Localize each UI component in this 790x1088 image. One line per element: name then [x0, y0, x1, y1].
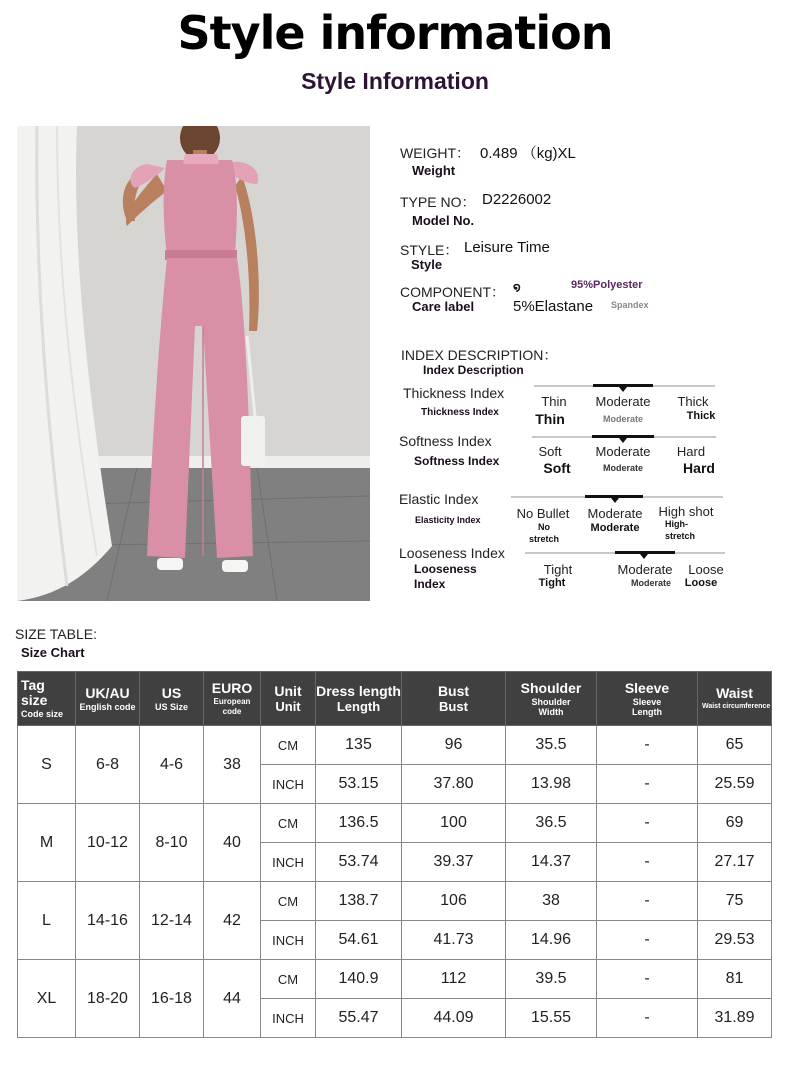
sleeve-cell: - — [597, 765, 698, 804]
length-cell: 138.7 — [316, 882, 402, 921]
size-table — [17, 671, 772, 1038]
thickness-level-1-cn: Thin — [535, 411, 565, 427]
sleeve-cell: - — [597, 804, 698, 843]
elastic-level-3-cn: High-stretch — [665, 519, 696, 541]
elastic-level-2: Moderate — [587, 506, 643, 521]
shoulder-cell: 36.5 — [506, 804, 597, 843]
shoulder-cell: 15.55 — [506, 999, 597, 1038]
softness-level-1-cn: Soft — [543, 460, 571, 476]
table-row — [18, 960, 772, 999]
sleeve-cell: - — [597, 843, 698, 882]
sleeve-cell: - — [597, 726, 698, 765]
component-value-2: 5%Elastane — [513, 298, 594, 315]
elastic-pointer-icon — [611, 498, 619, 503]
euro-size-cell: 40 — [204, 804, 261, 882]
size-table-label: SIZE TABLE: — [15, 626, 97, 642]
unit-cm-cell: CM — [261, 804, 316, 843]
style-cn: Style — [411, 257, 443, 272]
size-table-header — [18, 672, 772, 726]
index-title-cn: Index Description — [423, 363, 524, 377]
type-label: TYPE NO： — [400, 194, 476, 210]
unit-cm-cell: CM — [261, 882, 316, 921]
us-size-cell: 12-14 — [140, 882, 204, 960]
softness-level-2: Moderate — [595, 444, 651, 459]
bust-cell: 96 — [402, 726, 506, 765]
table-row — [18, 804, 772, 843]
type-value: D2226002 — [482, 191, 552, 208]
type-cn: Model No. — [412, 213, 475, 228]
waist-cell: 27.17 — [698, 843, 772, 882]
thickness-level-3: Thick — [677, 394, 709, 409]
uk-size-cell: 14-16 — [76, 882, 140, 960]
waist-cell: 81 — [698, 960, 772, 999]
header-sleeve: Sleeve Sleeve Length — [597, 672, 698, 726]
waist-cell: 25.59 — [698, 765, 772, 804]
length-cell: 140.9 — [316, 960, 402, 999]
elastic-label: Elastic Index — [399, 491, 479, 507]
unit-inch-cell: INCH — [261, 765, 316, 804]
sub-title: Style Information — [301, 68, 489, 94]
softness-cn: Softness Index — [414, 454, 500, 468]
length-cell: 53.15 — [316, 765, 402, 804]
bust-cell: 112 — [402, 960, 506, 999]
waist-cell: 65 — [698, 726, 772, 765]
shoulder-cell: 39.5 — [506, 960, 597, 999]
table-row — [18, 882, 772, 921]
product-photo — [17, 126, 370, 601]
weight-value: 0.489 （kg)XL — [480, 145, 576, 162]
thickness-level-3-cn: Thick — [686, 410, 716, 422]
bust-cell: 44.09 — [402, 999, 506, 1038]
size-tag-cell: L — [18, 882, 76, 960]
us-size-cell: 4-6 — [140, 726, 204, 804]
uk-size-cell: 18-20 — [76, 960, 140, 1038]
looseness-level-2: Moderate — [617, 562, 673, 577]
softness-level-3-cn: Hard — [683, 460, 715, 476]
length-cell: 54.61 — [316, 921, 402, 960]
size-chart-cn: Size Chart — [21, 645, 85, 660]
softness-label: Softness Index — [399, 433, 492, 449]
bust-cell: 41.73 — [402, 921, 506, 960]
style-label: STYLE： — [400, 242, 459, 258]
sleeve-cell: - — [597, 921, 698, 960]
bust-cell: 39.37 — [402, 843, 506, 882]
euro-size-cell: 42 — [204, 882, 261, 960]
softness-level-1: Soft — [538, 444, 562, 459]
bust-cell: 37.80 — [402, 765, 506, 804]
uk-size-cell: 6-8 — [76, 726, 140, 804]
component-value-2-sub: Spandex — [611, 300, 649, 310]
sleeve-cell: - — [597, 960, 698, 999]
shoulder-cell: 14.96 — [506, 921, 597, 960]
looseness-label: Looseness Index — [399, 545, 505, 561]
waist-cell: 75 — [698, 882, 772, 921]
unit-inch-cell: INCH — [261, 921, 316, 960]
elastic-cn: Elasticity Index — [415, 515, 481, 525]
unit-inch-cell: INCH — [261, 999, 316, 1038]
header-euro: EURO European code — [204, 672, 261, 726]
component-cn: Care label — [412, 299, 475, 314]
component-label: COMPONENT： — [400, 284, 505, 300]
sleeve-cell: - — [597, 999, 698, 1038]
unit-cm-cell: CM — [261, 726, 316, 765]
size-tag-cell: S — [18, 726, 76, 804]
elastic-level-2-cn: Moderate — [590, 522, 640, 534]
unit-cm-cell: CM — [261, 960, 316, 999]
looseness-pointer-icon — [640, 554, 648, 559]
header-bust: Bust Bust — [402, 672, 506, 726]
thickness-level-2: Moderate — [595, 394, 651, 409]
uk-size-cell: 10-12 — [76, 804, 140, 882]
shoulder-cell: 14.37 — [506, 843, 597, 882]
bust-cell: 100 — [402, 804, 506, 843]
style-value: Leisure Time — [464, 239, 550, 256]
thickness-label: Thickness Index — [403, 385, 505, 401]
us-size-cell: 16-18 — [140, 960, 204, 1038]
softness-pointer-icon — [619, 438, 627, 443]
size-tag-cell: M — [18, 804, 76, 882]
shoulder-cell: 13.98 — [506, 765, 597, 804]
us-size-cell: 8-10 — [140, 804, 204, 882]
main-title: Style information — [177, 6, 613, 60]
header-unit: Unit Unit — [261, 672, 316, 726]
header-tag-size: Tag size Code size — [18, 672, 76, 726]
swirl-icon: ໑ — [513, 280, 521, 294]
index-title: INDEX DESCRIPTION： — [401, 347, 558, 363]
looseness-cn: Looseness Index — [414, 562, 477, 591]
waist-cell: 29.53 — [698, 921, 772, 960]
sleeve-cell: - — [597, 882, 698, 921]
thickness-cn: Thickness Index — [421, 407, 499, 418]
euro-size-cell: 44 — [204, 960, 261, 1038]
looseness-level-3-cn: Loose — [684, 577, 718, 589]
table-row — [18, 726, 772, 765]
unit-inch-cell: INCH — [261, 843, 316, 882]
elastic-level-3: High shot — [658, 504, 714, 519]
header-uk-au: UK/AU English code — [76, 672, 140, 726]
euro-size-cell: 38 — [204, 726, 261, 804]
length-cell: 136.5 — [316, 804, 402, 843]
softness-level-2-cn: Moderate — [602, 463, 643, 473]
header-dress-length: Dress length Length — [316, 672, 402, 726]
elastic-level-1: No Bullet — [516, 506, 570, 521]
thickness-pointer-icon — [619, 387, 627, 392]
thickness-level-2-cn: Moderate — [602, 414, 643, 424]
waist-cell: 69 — [698, 804, 772, 843]
looseness-level-2-cn: Moderate — [630, 578, 671, 588]
header-waist: Waist Waist circumference — [698, 672, 772, 726]
looseness-level-1: Tight — [543, 562, 573, 577]
length-cell: 53.74 — [316, 843, 402, 882]
length-cell: 55.47 — [316, 999, 402, 1038]
weight-cn: Weight — [412, 163, 456, 178]
looseness-level-3: Loose — [688, 562, 724, 577]
bust-cell: 106 — [402, 882, 506, 921]
size-tag-cell: XL — [18, 960, 76, 1038]
looseness-level-1-cn: Tight — [538, 577, 566, 589]
header-shoulder: Shoulder Shoulder Width — [506, 672, 597, 726]
softness-level-3: Hard — [676, 444, 706, 459]
elastic-level-1-cn: No stretch — [528, 522, 559, 544]
length-cell: 135 — [316, 726, 402, 765]
shoulder-cell: 38 — [506, 882, 597, 921]
shoulder-cell: 35.5 — [506, 726, 597, 765]
waist-cell: 31.89 — [698, 999, 772, 1038]
weight-label: WEIGHT： — [400, 145, 470, 161]
thickness-level-1: Thin — [541, 394, 567, 409]
component-value-1: 95%Polyester — [571, 279, 643, 291]
header-us: US US Size — [140, 672, 204, 726]
